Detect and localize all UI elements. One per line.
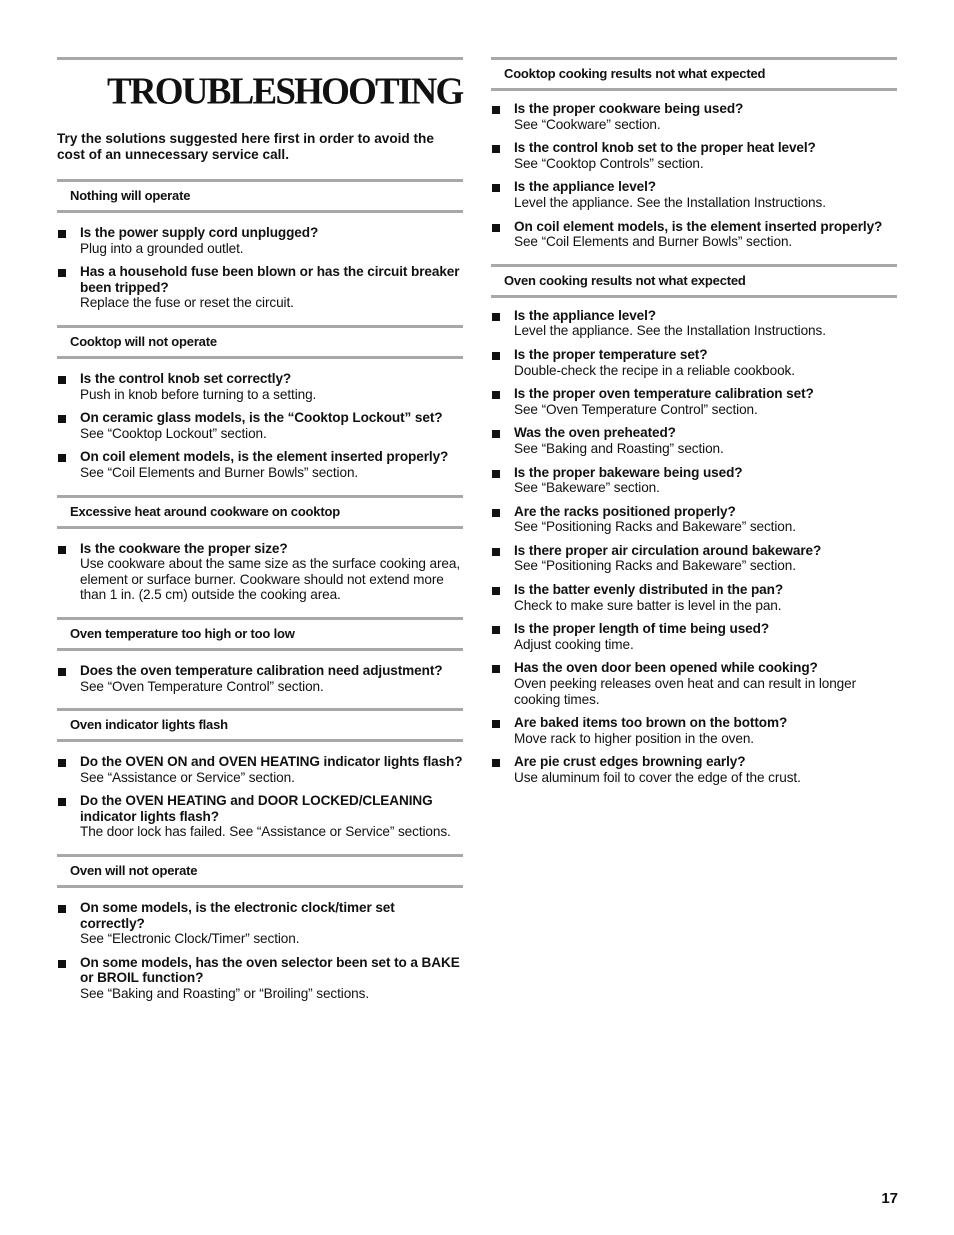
section-items	[57, 359, 463, 495]
troubleshooting-item	[57, 371, 463, 402]
answer-text: See “Baking and Roasting” section.	[514, 440, 724, 456]
section-oven-indicator-lights-flash	[57, 708, 463, 854]
section-heading: Oven cooking results not what expected	[491, 264, 897, 298]
square-bullet-icon	[58, 454, 66, 462]
answer-text: Plug into a grounded outlet.	[80, 240, 244, 256]
answer-text: Replace the fuse or reset the circuit.	[80, 295, 294, 311]
square-bullet-icon	[492, 430, 500, 438]
question-text: Has the oven door been opened while cooking?	[514, 660, 818, 676]
square-bullet-icon	[492, 313, 500, 321]
troubleshooting-item	[57, 449, 463, 480]
answer-text: Use aluminum foil to cover the edge of the crust.	[514, 770, 801, 785]
square-bullet-icon	[492, 548, 500, 556]
section-cooktop-will-not-operate	[57, 325, 463, 495]
section-items	[57, 213, 463, 325]
answer-text: See “Cooktop Lockout” section.	[80, 425, 267, 441]
question-text: Is the control knob set correctly?	[80, 370, 292, 386]
square-bullet-icon	[58, 269, 66, 277]
section-oven-cooking-results-not-what-expected	[491, 264, 897, 800]
square-bullet-icon	[492, 470, 500, 478]
question-text: On coil element models, is the element inserted properly?	[80, 449, 449, 465]
question-text: Does the oven temperature calibration need adjustment?	[80, 662, 443, 678]
section-cooktop-cooking-results-not-what-expected	[491, 57, 897, 264]
right-sections	[491, 57, 897, 800]
section-heading: Excessive heat around cookware on cooktop	[57, 495, 463, 529]
section-nothing-will-operate	[57, 179, 463, 325]
question-text: Has a household fuse been blown or has the circuit breaker been tripped?	[80, 264, 460, 295]
question-text: Is the power supply cord unplugged?	[80, 225, 319, 240]
square-bullet-icon	[492, 184, 500, 192]
square-bullet-icon	[492, 626, 500, 634]
question-text: Was the oven preheated?	[514, 425, 676, 441]
troubleshooting-item	[57, 264, 463, 311]
right-column	[491, 57, 897, 800]
section-oven-temperature-too-high-or-too-low	[57, 617, 463, 708]
answer-text: Check to make sure batter is level in the pan.	[514, 597, 782, 613]
troubleshooting-item	[491, 140, 897, 171]
question-text: On some models, is the electronic clock/timer set correctly?	[80, 900, 395, 931]
question-text: Do the OVEN HEATING and DOOR LOCKED/CLEANING indicator lights flash?	[80, 793, 433, 824]
troubleshooting-item	[491, 715, 897, 746]
answer-text: Level the appliance. See the Installation Instructions.	[514, 194, 826, 210]
answer-text: See “Coil Elements and Burner Bowls” section.	[514, 234, 793, 250]
answer-text: See “Assistance or Service” section.	[80, 769, 295, 785]
answer-text: Double-check the recipe in a reliable cookbook.	[514, 362, 795, 378]
answer-text: See “Positioning Racks and Bakeware” section.	[514, 558, 796, 574]
question-text: Are the racks positioned properly?	[514, 503, 736, 519]
section-oven-will-not-operate	[57, 854, 463, 1016]
square-bullet-icon	[492, 509, 500, 517]
square-bullet-icon	[492, 106, 500, 114]
section-heading: Cooktop will not operate	[57, 325, 463, 359]
square-bullet-icon	[492, 759, 500, 767]
square-bullet-icon	[492, 224, 500, 232]
section-heading: Oven indicator lights flash	[57, 708, 463, 742]
square-bullet-icon	[58, 905, 66, 913]
troubleshooting-item	[491, 308, 897, 339]
square-bullet-icon	[58, 759, 66, 767]
section-items	[491, 298, 897, 800]
question-text: Is the batter evenly distributed in the pan?	[514, 582, 784, 598]
section-heading: Cooktop cooking results not what expected	[491, 57, 897, 91]
section-items	[57, 742, 463, 854]
left-sections	[57, 179, 463, 1016]
question-text: Is the control knob set to the proper heat level?	[514, 140, 816, 156]
troubleshooting-item	[491, 543, 897, 574]
page-title: TROUBLESHOOTING	[107, 70, 463, 113]
answer-text: Level the appliance. See the Installation Instructions.	[514, 323, 826, 339]
intro-text: Try the solutions suggested here first in order to avoid the cost of an unnecessary service call.	[57, 131, 434, 162]
question-text: Do the OVEN ON and OVEN HEATING indicator lights flash?	[80, 754, 463, 770]
square-bullet-icon	[58, 668, 66, 676]
troubleshooting-item	[491, 219, 897, 250]
troubleshooting-item	[57, 900, 463, 947]
answer-text: See “Cookware” section.	[514, 116, 661, 132]
question-text: Is the proper oven temperature calibration set?	[514, 386, 814, 402]
square-bullet-icon	[492, 665, 500, 673]
square-bullet-icon	[492, 391, 500, 399]
section-items	[491, 91, 897, 264]
troubleshooting-item	[491, 660, 897, 707]
question-text: Is the appliance level?	[514, 179, 657, 195]
troubleshooting-item	[491, 754, 897, 785]
question-text: Is the cookware the proper size?	[80, 540, 288, 556]
question-text: Is the proper cookware being used?	[514, 101, 744, 116]
section-heading: Oven will not operate	[57, 854, 463, 888]
square-bullet-icon	[58, 960, 66, 968]
square-bullet-icon	[58, 376, 66, 384]
answer-text: The door lock has failed. See “Assistance or Service” sections.	[80, 824, 451, 840]
troubleshooting-item	[57, 793, 463, 840]
troubleshooting-item	[491, 504, 897, 535]
question-text: On ceramic glass models, is the “Cooktop Lockout” set?	[80, 410, 443, 426]
answer-text: See “Electronic Clock/Timer” section.	[80, 931, 300, 947]
troubleshooting-item	[491, 465, 897, 496]
troubleshooting-item	[57, 541, 463, 603]
square-bullet-icon	[58, 546, 66, 554]
troubleshooting-item	[491, 386, 897, 417]
question-text: Is the proper bakeware being used?	[514, 464, 743, 480]
question-text: Is the proper temperature set?	[514, 346, 708, 362]
troubleshooting-item	[491, 101, 897, 132]
answer-text: Use cookware about the same size as the surface cooking area, element or surface burner. Cookware should not extend more than 1 in. (2.5 cm) outside the cooking area.	[80, 556, 461, 603]
square-bullet-icon	[492, 720, 500, 728]
answer-text: See “Oven Temperature Control” section.	[514, 401, 758, 417]
question-text: On coil element models, is the element inserted properly?	[514, 218, 883, 234]
answer-text: See “Coil Elements and Burner Bowls” section.	[80, 464, 359, 480]
answer-text: See “Positioning Racks and Bakeware” section.	[514, 519, 796, 535]
answer-text: Oven peeking releases oven heat and can result in longer cooking times.	[514, 676, 857, 707]
left-column	[57, 57, 463, 1016]
section-items	[57, 529, 463, 617]
question-text: Is the proper length of time being used?	[514, 621, 770, 637]
troubleshooting-item	[57, 955, 463, 1002]
section-items	[57, 651, 463, 708]
answer-text: Move rack to higher position in the oven.	[514, 730, 754, 746]
troubleshooting-item	[491, 179, 897, 210]
square-bullet-icon	[58, 230, 66, 238]
question-text: Is there proper air circulation around bakeware?	[514, 542, 822, 558]
title-block	[57, 57, 463, 114]
square-bullet-icon	[492, 145, 500, 153]
square-bullet-icon	[492, 352, 500, 360]
answer-text: See “Cooktop Controls” section.	[514, 155, 704, 171]
troubleshooting-item	[491, 347, 897, 378]
troubleshooting-item	[491, 425, 897, 456]
troubleshooting-item	[491, 582, 897, 613]
section-heading: Nothing will operate	[57, 179, 463, 213]
answer-text: See “Bakeware” section.	[514, 480, 660, 496]
square-bullet-icon	[58, 798, 66, 806]
troubleshooting-item	[57, 410, 463, 441]
troubleshooting-item	[57, 225, 463, 256]
page-number: 17	[881, 1190, 898, 1207]
answer-text: See “Oven Temperature Control” section.	[80, 678, 324, 694]
question-text: Are baked items too brown on the bottom?	[514, 715, 788, 731]
section-excessive-heat-around-cookware-on-cooktop	[57, 495, 463, 617]
answer-text: Push in knob before turning to a setting.	[80, 386, 317, 402]
question-text: Is the appliance level?	[514, 307, 657, 323]
section-items	[57, 888, 463, 1016]
section-heading: Oven temperature too high or too low	[57, 617, 463, 651]
answer-text: See “Baking and Roasting” or “Broiling” sections.	[80, 986, 370, 1002]
square-bullet-icon	[58, 415, 66, 423]
troubleshooting-item	[57, 663, 463, 694]
square-bullet-icon	[492, 587, 500, 595]
troubleshooting-item	[57, 754, 463, 785]
question-text: On some models, has the oven selector been set to a BAKE or BROIL function?	[80, 954, 460, 986]
answer-text: Adjust cooking time.	[514, 636, 634, 652]
troubleshooting-item	[491, 621, 897, 652]
question-text: Are pie crust edges browning early?	[514, 754, 746, 770]
